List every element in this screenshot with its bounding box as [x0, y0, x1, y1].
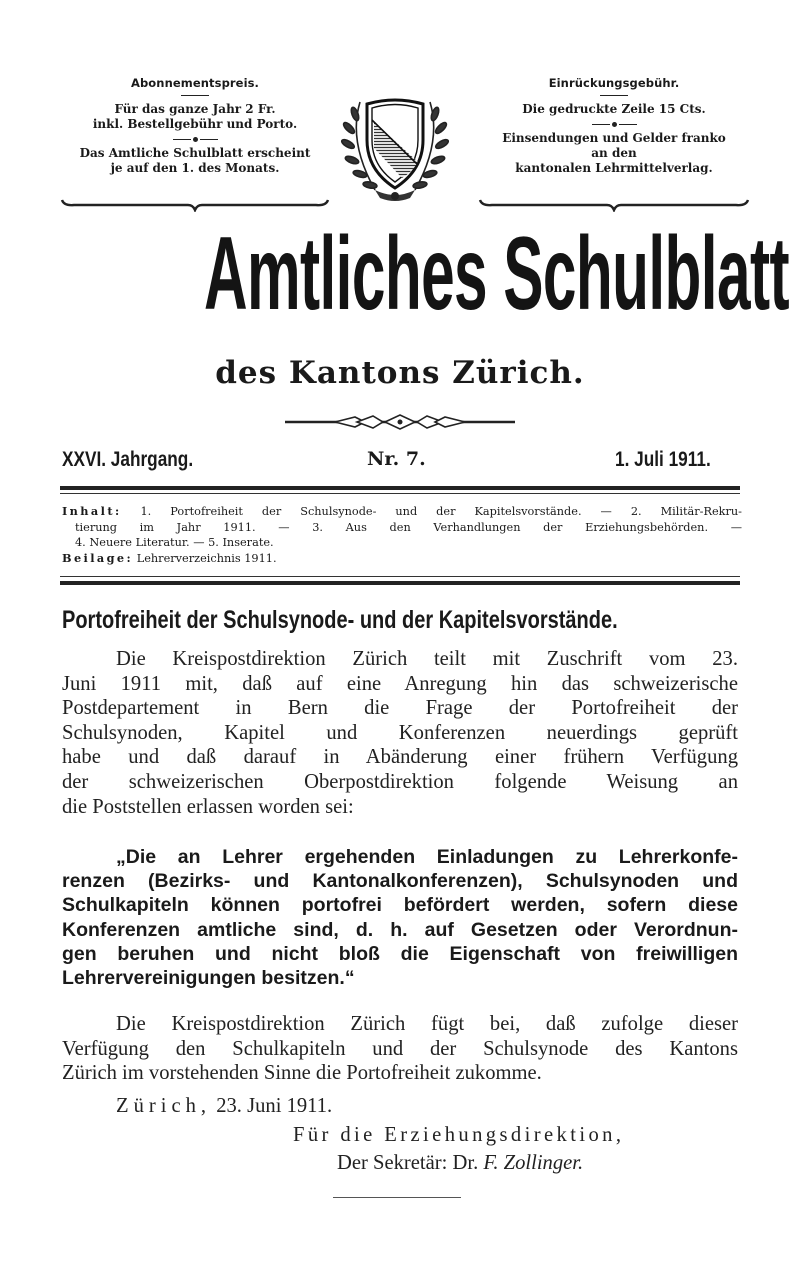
text-line: Die Kreispostdirektion Zürich fügt bei, daß zufolge dieser [116, 1013, 738, 1035]
article-paragraph-2 [62, 1012, 738, 1086]
quote-line: renzen (Bezirks- und Kantonalkonferenzen), Schulsynoden und [62, 870, 738, 893]
fee-line: Die gedruckte Zeile 15 Cts. [522, 102, 706, 116]
top-rule [60, 486, 740, 490]
place-date [116, 1095, 332, 1118]
text-line: die Poststellen erlassen worden sei: [62, 795, 354, 818]
bottom-rule-thin [60, 576, 740, 577]
issue-number: Nr. 7. [367, 448, 426, 470]
publication-line: je auf den 1. des Monats. [110, 161, 280, 175]
coat-of-arms-icon [340, 92, 450, 207]
contents-label: Inhalt: [62, 504, 122, 518]
volume-label: XXVI. Jahrgang. [62, 448, 194, 471]
contents-line: 1. Portofreiheit der Schulsynode- und der Kapitelsvorstände. — 2. Militär-Rekru- [140, 505, 742, 518]
advertising-fee-box [478, 76, 750, 176]
dot-divider-icon [60, 135, 330, 143]
quote-line: gen beruhen und nicht bloß die Eigenschaft von freiwilligen [62, 942, 738, 965]
issue-info-row [62, 448, 740, 476]
publication-title: Amtliches Schulblatt [203, 216, 789, 332]
publication-subtitle: des Kantons Zürich. [215, 355, 585, 391]
dot-divider-icon [478, 120, 750, 128]
publication-line: Das Amtliche Schulblatt erscheint [79, 146, 311, 160]
bottom-rule [60, 581, 740, 585]
end-rule [333, 1197, 461, 1198]
submission-line: kantonalen Lehrmittelverlag. [515, 161, 713, 175]
quote-line: Schulkapiteln können portofrei befördert werden, sofern diese [62, 894, 738, 917]
place: Zürich, [116, 1095, 212, 1117]
subscription-heading: Abonnementspreis. [130, 76, 260, 90]
price-line: Für das ganze Jahr 2 Fr. [114, 102, 276, 116]
brace-icon [60, 198, 330, 212]
text-line: der schweizerischen Oberpostdirektion folgende Weisung an [62, 770, 738, 793]
supplement-label: Beilage: [62, 550, 134, 565]
contents-line: tierung im Jahr 1911. — 3. Aus den Verhandlungen der Erziehungsbehörden. — [75, 520, 742, 534]
table-of-contents [62, 504, 742, 566]
text-line: Zürich im vorstehenden Sinne die Portofreiheit zukomme. [62, 1062, 542, 1085]
text-line: habe und daß darauf in Abänderung einer frühern Verfügung [62, 746, 738, 769]
divider [181, 95, 209, 96]
text-line: Schulsynoden, Kapitel und Konferenzen neuerdings geprüft [62, 721, 738, 744]
signature-role: Der Sekretär: Dr. [337, 1152, 479, 1174]
top-rule-thin [60, 493, 740, 494]
contents-line: 4. Neuere Literatur. — 5. Inserate. [75, 536, 274, 549]
issue-date: 1. Juli 1911. [615, 448, 711, 471]
price-line: inkl. Bestellgebühr und Porto. [92, 117, 298, 131]
date: 23. Juni 1911. [216, 1095, 333, 1117]
signature-name: F. Zollinger. [483, 1152, 584, 1174]
supplement-text: Lehrerverzeichnis 1911. [136, 551, 277, 565]
quote-line: „Die an Lehrer ergehenden Einladungen zu Lehrerkonfe- [116, 846, 738, 868]
advertising-fee-heading: Einrückungsgebühr. [548, 76, 680, 90]
ornament-divider-icon [285, 414, 515, 430]
divider [600, 95, 628, 96]
text-line: Juni 1911 mit, daß auf eine Anregung hin das schweizerische [62, 672, 738, 695]
signature [337, 1152, 583, 1175]
quote-line: Konferenzen amtliche sind, d. h. auf Gesetzen oder Verordnun- [62, 918, 738, 941]
article-paragraph-1 [62, 647, 738, 819]
brace-icon [478, 198, 750, 212]
article-heading: Portofreiheit der Schulsynode- und der Kapitelsvorstände. [62, 606, 618, 634]
quote-line: Lehrervereinigungen besitzen.“ [62, 967, 355, 990]
text-line: Verfügung den Schulkapiteln und der Schulsynode des Kantons [62, 1037, 738, 1060]
submission-line: Einsendungen und Gelder franko [502, 131, 726, 145]
quoted-directive [62, 845, 738, 990]
subscription-price-box [60, 76, 330, 176]
signature-authority: Für die Erziehungsdirektion, [293, 1124, 625, 1146]
text-line: Postdepartement in Bern die Frage der Portofreiheit der [62, 697, 738, 720]
submission-line: an den [591, 146, 637, 160]
text-line: Die Kreispostdirektion Zürich teilt mit Zuschrift vom 23. [116, 648, 738, 670]
